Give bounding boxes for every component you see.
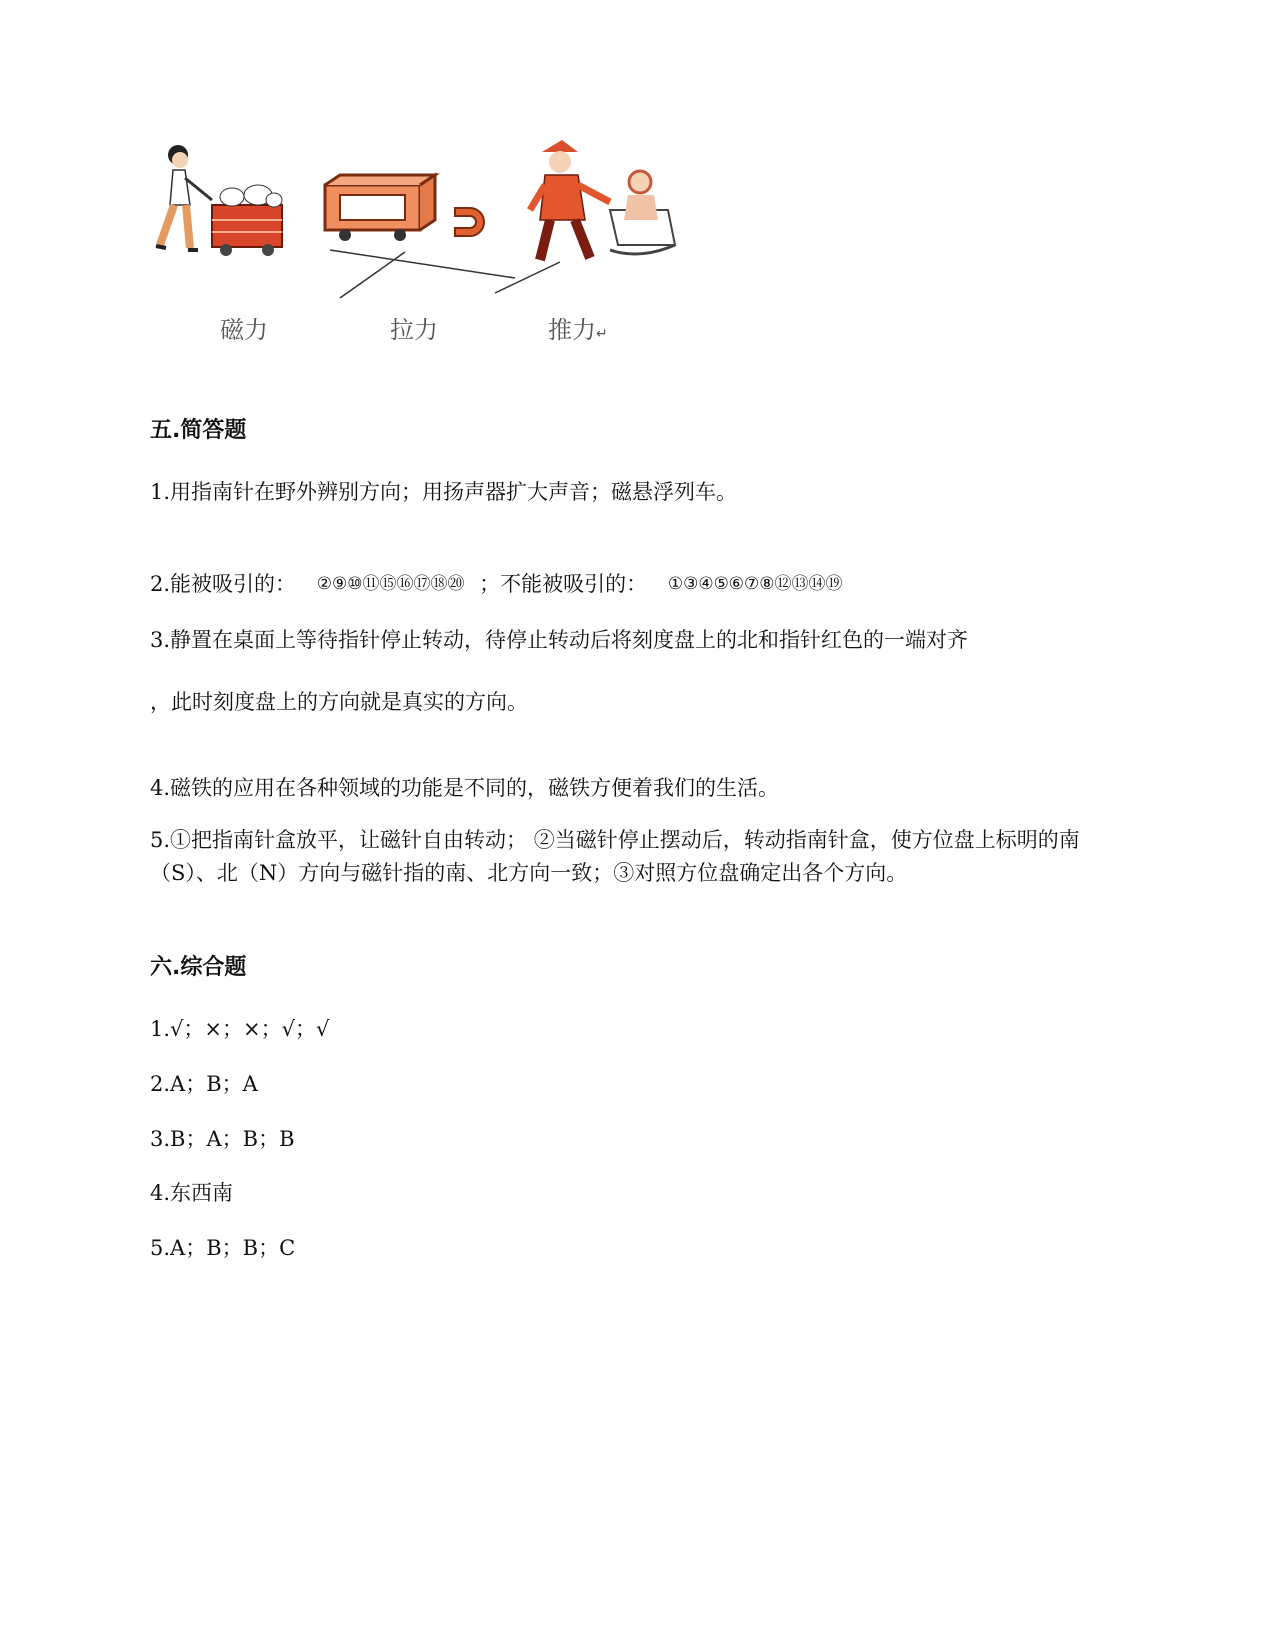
child-pulling-sled-image xyxy=(530,140,675,260)
q2-not-attracted-items: ①③④⑤⑥⑦⑧⑫⑬⑭⑲ xyxy=(667,574,843,594)
s6-answer-2: 2.A；B；A xyxy=(150,1072,258,1096)
q2-attracted-items: ②⑨⑩⑪⑮⑯⑰⑱⑳ xyxy=(316,574,465,594)
matching-line-3 xyxy=(495,262,560,293)
label-pushing-force-text: 推力 xyxy=(548,316,596,344)
q3-answer-line1: 3.静置在桌面上等待指针停止转动，待停止转动后将刻度盘上的北和指针红色的一端对齐 xyxy=(150,628,969,652)
label-magnetic-force: 磁力 xyxy=(220,316,268,344)
q4-answer: 4.磁铁的应用在各种领域的功能是不同的，磁铁方便着我们的生活。 xyxy=(150,776,780,800)
q5-answer: 5.①把指南针盒放平，让磁针自由转动； ②当磁针停止摆动后，转动指南针盒，使方位盘上标明的南（S）、北（N）方向与磁针指的南、北方向一致；③对照方位盘确定出各个方向。 xyxy=(150,828,1080,885)
s6-answer-3: 3.B；A；B；B xyxy=(150,1127,295,1151)
label-pushing-force xyxy=(548,310,608,345)
q1-answer: 1.用指南针在野外辨别方向；用扬声器扩大声音；磁悬浮列车。 xyxy=(150,480,738,504)
boy-pushing-cart-image xyxy=(156,145,282,256)
section6-heading: 六.综合题 xyxy=(150,955,247,980)
q2-prefix: 2.能被吸引的： xyxy=(150,572,297,596)
s6-answer-5: 5.A；B；B；C xyxy=(150,1236,296,1260)
box-cart-magnet-image xyxy=(325,175,484,241)
q2-answer xyxy=(150,568,843,598)
s6-answer-1: 1.√；×；×；√；√ xyxy=(150,1017,330,1041)
matching-line-2 xyxy=(340,252,405,298)
q2-middle: ；不能被吸引的： xyxy=(479,572,648,596)
return-mark: ↵ xyxy=(596,326,608,342)
matching-illustration xyxy=(140,140,720,355)
section5-heading: 五.简答题 xyxy=(150,418,247,443)
matching-line-1 xyxy=(330,250,515,278)
s6-answer-4: 4.东西南 xyxy=(150,1181,234,1205)
label-pulling-force: 拉力 xyxy=(390,316,438,344)
q3-answer-line2: ，此时刻度盘上的方向就是真实的方向。 xyxy=(150,690,528,714)
